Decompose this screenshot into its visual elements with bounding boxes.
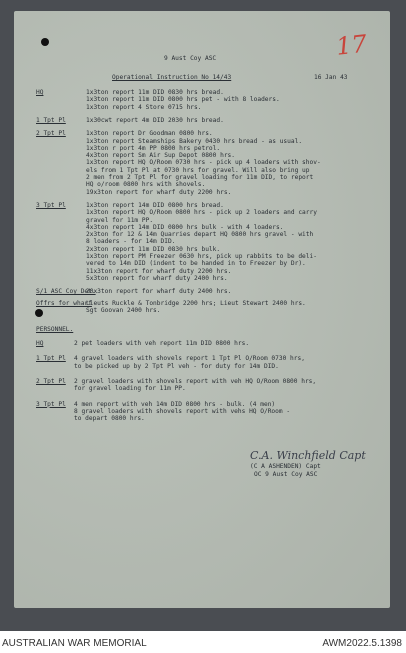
punch-hole — [41, 38, 49, 46]
section-line: 8 loaders - for 14m DID. — [86, 238, 176, 246]
section-line: els from 1 Tpt Pl at 0730 hrs for gravel. Will also bring up — [86, 166, 310, 174]
personnel-line: to be picked up by 2 Tpt Pl veh - for duty for 14m DID. — [74, 362, 279, 370]
personnel-label: 2 Tpt Pl — [36, 378, 66, 385]
section-label: 1 Tpt Pl — [36, 116, 66, 124]
personnel-heading: PERSONNEL. — [36, 326, 74, 334]
caption-accession-number: AWM2022.5.1398 — [322, 638, 402, 649]
personnel-line: 8 gravel loaders with shovels report with vehs HQ O/Room - — [74, 407, 291, 415]
unit-heading: 9 Aust Coy ASC — [164, 55, 217, 62]
section-line: 1x3ton report 14m DID 0800 hrs bread. — [86, 201, 224, 209]
section-line: 1x3ton report HQ O/Room 0730 hrs - pick up 4 loaders with shov- — [86, 159, 321, 167]
signature-title: OC 9 Aust Coy ASC — [254, 471, 318, 478]
personnel-line: 2 pet loaders with veh report 11m DID 0800 hrs. — [74, 340, 250, 348]
instruction-date: 16 Jan 43 — [314, 74, 348, 81]
section-line: HQ o/room 0800 hrs with shovels. — [86, 181, 206, 189]
personnel-line: 4 gravel loaders with shovels report 1 Tpt Pl O/Room 0730 hrs, — [74, 355, 305, 363]
section-line: 1x3ton report 11m DID 0830 hrs bread. — [86, 89, 224, 96]
section-line: vered to 14m DID (indent to be handed in to Freezer by Dr). — [86, 260, 306, 268]
personnel-line: for gravel loading for 11m PP. — [74, 385, 186, 393]
section-label: HQ — [36, 89, 44, 96]
instruction-title: Operational Instruction No 14/43 — [112, 74, 232, 81]
section-label: 2 Tpt Pl — [36, 130, 66, 138]
section-line: 4x3ton report Sm Air Sup Depot 0800 hrs. — [86, 152, 236, 160]
caption-institution: AUSTRALIAN WAR MEMORIAL — [2, 638, 147, 649]
section-line: 1x3ton report 11m DID 0800 hrs pet - with 8 loaders. — [86, 96, 280, 104]
personnel-label: HQ — [36, 340, 44, 348]
section-line: 1x30cwt report 4m DID 2030 hrs bread. — [86, 116, 224, 124]
section-line: 5x3ton report for wharf duty 2400 hrs. — [86, 274, 228, 282]
section-label: 3 Tpt Pl — [36, 201, 66, 209]
section-line: 1x3ton report HQ O/Room 0800 hrs - pick up 2 loaders and carry — [86, 209, 317, 217]
section-line: 2x3ton for 12 & 14m Quarries depart HQ 0800 hrs gravel - with — [86, 231, 314, 239]
section-line: 2x3ton report 11m DID 0830 hrs bulk. — [86, 245, 221, 253]
section-line: 2 men from 2 Tpt Pl for gravel loading for 11m DID, to report — [86, 174, 314, 181]
signature-scrawl: C.A. Winchfield Capt — [250, 449, 366, 462]
section-line: 20x3ton report for wharf duty 2400 hrs. — [86, 288, 232, 296]
section-line: 1x3ton report Steamships Bakery 0430 hrs bread - as usual. — [86, 137, 303, 145]
section-line: gravel for 11m PP. — [86, 216, 154, 224]
document-page — [14, 11, 390, 608]
punch-hole — [35, 309, 43, 317]
personnel-label: 3 Tpt Pl — [36, 400, 66, 408]
personnel-line: 2 gravel loaders with shovels report with veh HQ O/Room 0800 hrs, — [74, 378, 317, 385]
section-line: 1x3ton r port 4m PP 0800 hrs petrol. — [86, 144, 221, 152]
section-line: 1x3ton report 4 Store 0715 hrs. — [86, 103, 202, 111]
section-line: 19x3ton report for wharf duty 2200 hrs. — [86, 188, 232, 196]
section-label: Offrs for wharf — [36, 299, 92, 307]
personnel-line: to depart 0800 hrs. — [74, 415, 145, 423]
signature-name: (C A ASHENDEN) Capt — [250, 463, 321, 470]
personnel-line: 4 men report with veh 14m DID 0800 hrs - bulk. (4 men) — [74, 400, 276, 408]
section-line: Lieuts Ruckle & Tonbridge 2200 hrs; Lieut Stewart 2400 hrs. — [86, 299, 306, 307]
section-line: 11x3ton report for wharf duty 2200 hrs. — [86, 267, 232, 275]
section-line: 4x3ton report 14m DID 0800 hrs bulk - with 4 loaders. — [86, 223, 284, 231]
folio-number: 17 — [334, 29, 369, 61]
section-label: S/1 ASC Coy Det. — [36, 288, 96, 296]
personnel-label: 1 Tpt Pl — [36, 355, 66, 363]
section-line: 1x3ton report PM Freezer 0630 hrs, pick up rabbits to be deli- — [86, 253, 317, 260]
section-line: 1x3ton report Dr Goodman 0800 hrs. — [86, 130, 213, 138]
section-line: Sgt Goovan 2400 hrs. — [86, 306, 161, 314]
